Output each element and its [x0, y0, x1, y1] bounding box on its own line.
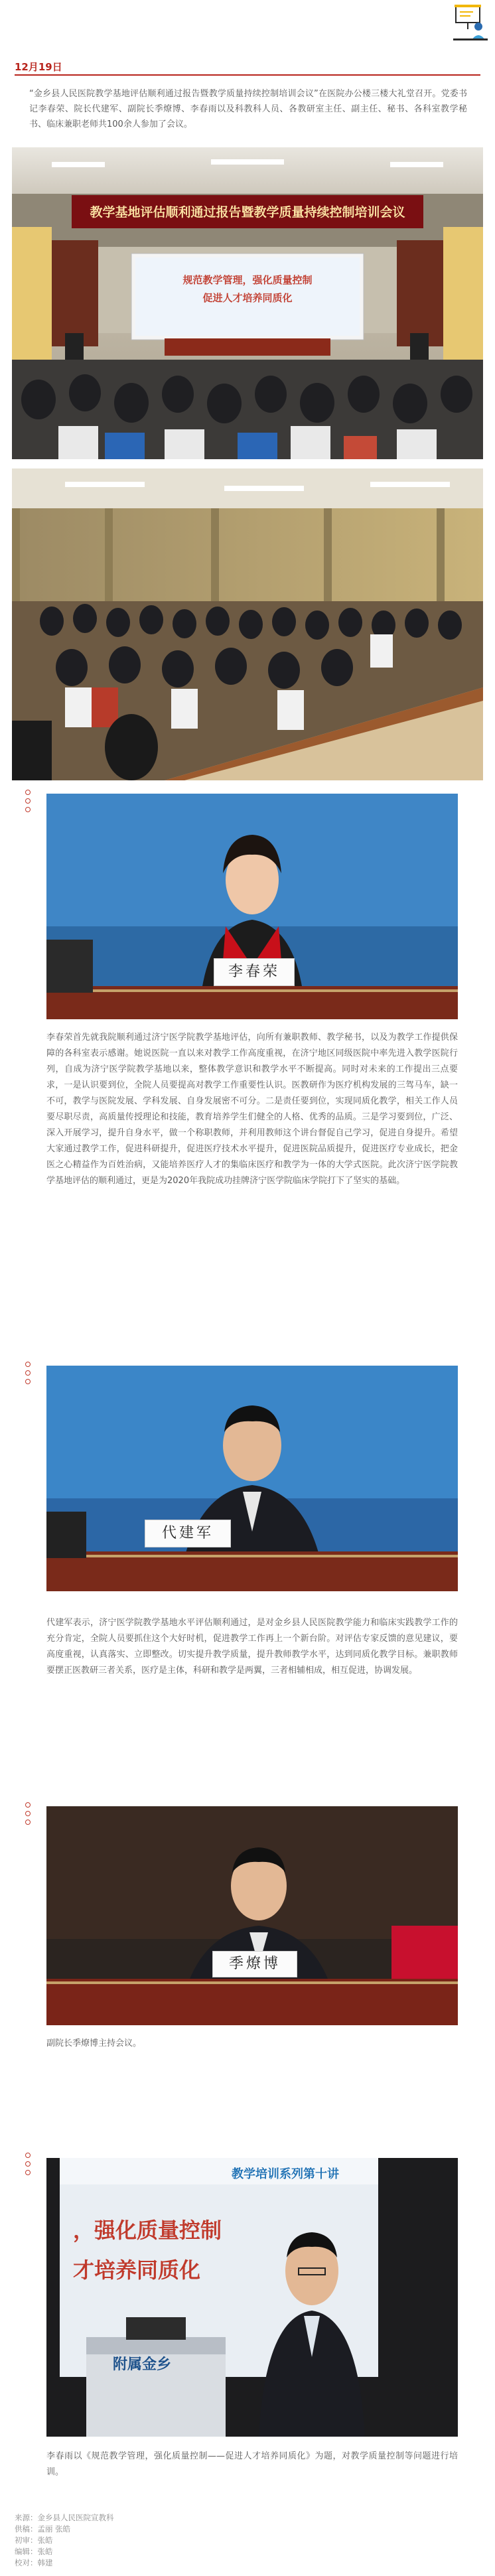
intro-paragraph: “金乡县人民医院教学基地评估顺利通过报告暨教学质量持续控制培训会议”在医院办公楼三楼大礼堂召开。党委书记李春荣、院长代建军、副院长季燎博、李春雨以及科教科人员、各教研室主任、副主任、秘书、各科室教学秘书、临床兼职老师共100余人参加了会议。	[29, 89, 467, 129]
section-2	[46, 1366, 458, 1711]
credit-contributors: 供稿：孟丽 张皓	[15, 2524, 71, 2534]
credit-source: 来源：金乡县人民医院宣教科	[15, 2513, 114, 2522]
date-header	[15, 58, 480, 74]
nameplate-li-chunrong: 李春荣	[214, 958, 295, 986]
credits-footer	[15, 2512, 480, 2569]
section-1-text: 李春荣首先就我院顺利通过济宁医学院教学基地评估，向所有兼职教师、教学秘书，以及为教学工作提供保障的各科室表示感谢。她说医院一直以来对教学工作高度重视，在济宁地区同级医院中率先进入教学医院行列，自成为济宁医学院教学基地以来，整体教学意识和教学水平不断提高。同时对未来的工作提出三点要求，一是认识要到位，全院人员要提高对教学工作重要性认识。医教研作为医疗机构发展的三驾马车，缺一不可，教学与医院发展、学科发展、自身发展密不可分。二是责任要到位，实现同质化教学，相关工作人员要尽职尽责，高质量传授理论和技能，教育培养学生们健全的人格、优秀的品质。三是学习要到位，广泛、深入开展学习，提升自身水平，做一个称职教师，并利用教师这个讲台督促自己学习，促进自身提升。希望大家通过教学工作，促进科研提升，促进医疗技术水平提升，促进医院品质提升，促进医疗专业成长，把金医之心精益作为百姓治病，又能培养医疗人才的集临床医疗和教学为一体的大学式医院。此次济宁医学院教学基地评估的顺利通过，更是为2020年我院成功挂牌济宁医学院临床学院打下了坚实的基础。	[46, 1033, 458, 1186]
presenter-board-icon	[453, 3, 488, 41]
credit-proofreader: 校对：韩建	[15, 2558, 53, 2567]
stage-banner: 教学基地评估顺利通过报告暨教学质量持续控制培训会议	[90, 205, 405, 220]
speaker-dai-jianjun-photo	[46, 1366, 458, 1591]
date-divider	[15, 74, 480, 76]
credit-first-review: 初审：张皓	[15, 2536, 53, 2545]
audience-photo	[12, 468, 483, 780]
speaker-li-chunrong-photo	[46, 794, 458, 1019]
credit-editor: 编辑：张皓	[15, 2547, 53, 2556]
screen-title-line-1: ，强化质量控制	[73, 2218, 222, 2243]
podium-label: 附属金乡	[113, 2356, 172, 2373]
section-2-text: 代建军表示，济宁医学院教学基地水平评估顺利通过，是对金乡县人民医院教学能力和临床实践教学工作的充分肯定，全院人员要抓住这个大好时机，促进教学工作再上一个新台阶。对评估专家反馈的意见建议，要高度重视，认真落实、立即整改。切实提升教学质量，提升教师教学水平，达到同质化教学目标。兼职教师要摆正医教研三者关系，医疗是主体，科研和教学是两翼，三者相辅相成，相互促进，协调发展。	[46, 1618, 458, 1676]
nameplate-dai-jianjun: 代建军	[145, 1520, 231, 1547]
host-ji-liaobo-photo	[46, 1806, 458, 2025]
section-4	[46, 2158, 458, 2503]
section-3-text: 副院长季燎博主持会议。	[46, 2039, 142, 2048]
auditorium-stage-photo	[12, 147, 483, 459]
section-2-markers	[25, 1362, 31, 1388]
screen-series-title: 教学培训系列第十讲	[232, 2167, 339, 2181]
lecturer-li-chunyu-photo	[46, 2158, 458, 2437]
screen-line-2: 促进人才培养同质化	[202, 292, 293, 304]
screen-title-line-2: 才培养同质化	[73, 2257, 201, 2283]
section-4-markers	[25, 2153, 31, 2179]
date-label: 12月19日	[15, 61, 62, 73]
section-1	[46, 794, 458, 1338]
screen-line-1: 规范教学管理，强化质量控制	[182, 274, 313, 286]
section-4-text: 李春雨以《规范教学管理，强化质量控制——促进人才培养同质化》为题，对教学质量控制等问题进行培训。	[46, 2451, 458, 2477]
nameplate-ji-liaobo: 季燎博	[212, 1951, 297, 1977]
section-1-markers	[25, 790, 31, 816]
section-3	[46, 1806, 458, 2072]
section-3-markers	[25, 1802, 31, 1828]
